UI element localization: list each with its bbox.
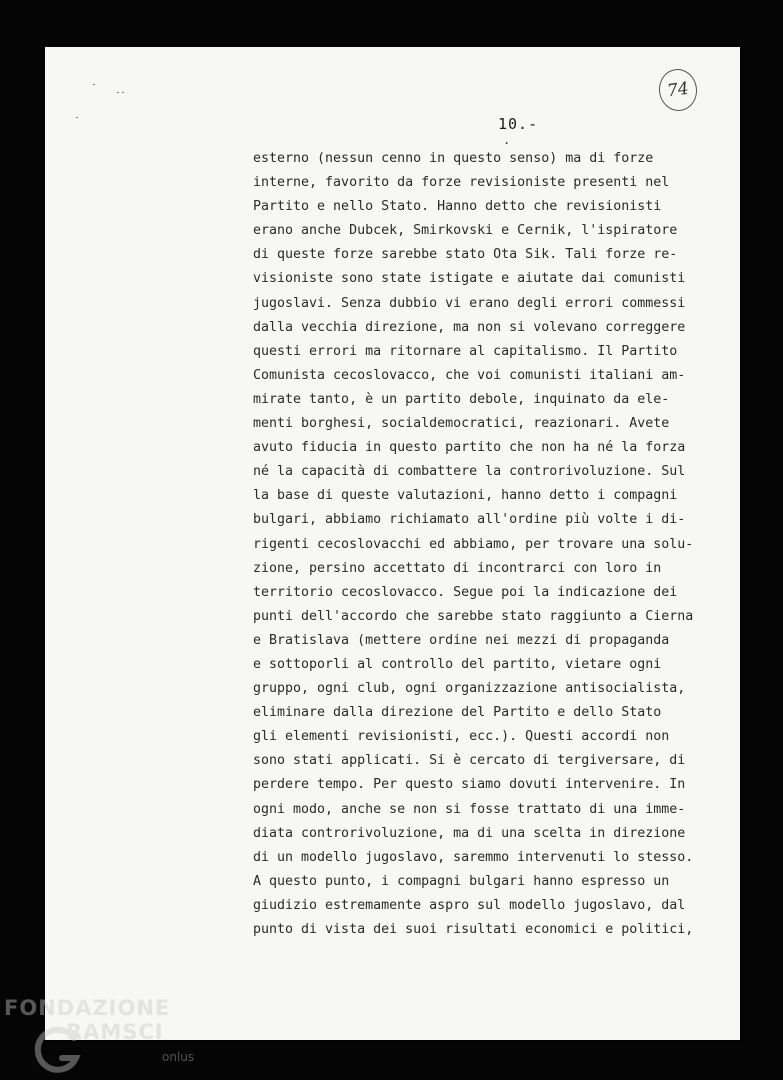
text-line: gli elementi revisionisti, ecc.). Questi accordi non (253, 729, 670, 745)
paper-speck (93, 84, 95, 85)
text-line: esterno (nessun cenno in questo senso) ma di forze (253, 151, 654, 166)
text-line: di un modello jugoslavo, saremmo intervenuti lo stesso. (253, 849, 694, 865)
text-line: dalla vecchia direzione, ma non si volevano correggere (253, 319, 686, 335)
text-line: rigenti cecoslovacchi ed abbiamo, per trovare una solu- (253, 536, 694, 552)
text-line: Partito e nello Stato. Hanno detto che revisionisti (253, 199, 662, 215)
fondazione-gramsci-watermark (4, 996, 194, 1076)
text-line: perdere tempo. Per questo siamo dovuti intervenire. In (253, 777, 686, 793)
text-line: la base di queste valutazioni, hanno detto i compagni (253, 488, 678, 504)
text-line: e Bratislava (mettere ordine nei mezzi di propaganda (253, 632, 670, 648)
text-line: A questo punto, i compagni bulgari hanno espresso un (253, 873, 670, 889)
text-line: gruppo, ogni club, ogni organizzazione antisocialista, (253, 681, 686, 697)
text-line: erano anche Dubcek, Smirkovski e Cernik, l'ispiratore (253, 223, 678, 239)
text-line: punti dell'accordo che sarebbe stato raggiunto a Cierna (253, 608, 694, 624)
paper-speck (117, 92, 119, 93)
text-line: né la capacità di combattere la controrivoluzione. Sul (253, 464, 686, 480)
text-line: giudizio estremamente aspro sul modello jugoslavo, dal (253, 897, 686, 913)
paper-speck (76, 117, 78, 118)
text-line: diata controrivoluzione, ma di una scelta in direzione (253, 825, 686, 841)
text-line: avuto fiducia in questo partito che non ha né la forza (253, 440, 686, 456)
text-line: di queste forze sarebbe stato Ota Sik. Tali forze re- (253, 247, 678, 263)
text-line: jugoslavi. Senza dubbio vi erano degli errori commessi (253, 295, 686, 311)
text-line: menti borghesi, socialdemocratici, reazionari. Avete (253, 416, 670, 432)
text-line: sono stati applicati. Si è cercato di tergiversare, di (253, 753, 686, 769)
text-line: Comunista cecoslovacco, che voi comunisti italiani am- (253, 367, 686, 383)
text-line: zione, persino accettato di incontrarci con loro in (253, 560, 662, 576)
text-line: ogni modo, anche se non si fosse trattato di una imme- (253, 801, 686, 817)
text-line: mirate tanto, è un partito debole, inquinato da ele- (253, 391, 670, 407)
text-line: bulgari, abbiamo richiamato all'ordine più volte i di- (253, 512, 686, 528)
text-line: punto di vista dei suoi risultati economici e politici, (253, 922, 694, 937)
watermark-line-1: FONDAZIONE (4, 996, 171, 1020)
page-number: 10.- (498, 115, 539, 133)
text-line: territorio cecoslovacco. Segue poi la indicazione dei (253, 584, 678, 600)
text-line: e sottoporli al controllo del partito, vietare ogni (253, 656, 662, 672)
typewritten-page (45, 47, 740, 1040)
watermark-line-2: RAMSCI (66, 1020, 164, 1044)
archive-page-stamp: 74 (656, 67, 699, 114)
paper-speck (122, 92, 124, 93)
typewritten-text (253, 147, 713, 942)
text-line: interne, favorito da forze revisioniste presenti nel (253, 175, 670, 191)
watermark-subtitle: onlus (162, 1050, 195, 1064)
text-line: questi errori ma ritornare al capitalismo. Il Partito (253, 343, 678, 359)
text-line: visioniste sono state istigate e aiutate dai comunisti (253, 271, 686, 287)
page-number-dot: . (503, 133, 511, 147)
text-line: eliminare dalla direzione del Partito e dello Stato (253, 705, 662, 721)
